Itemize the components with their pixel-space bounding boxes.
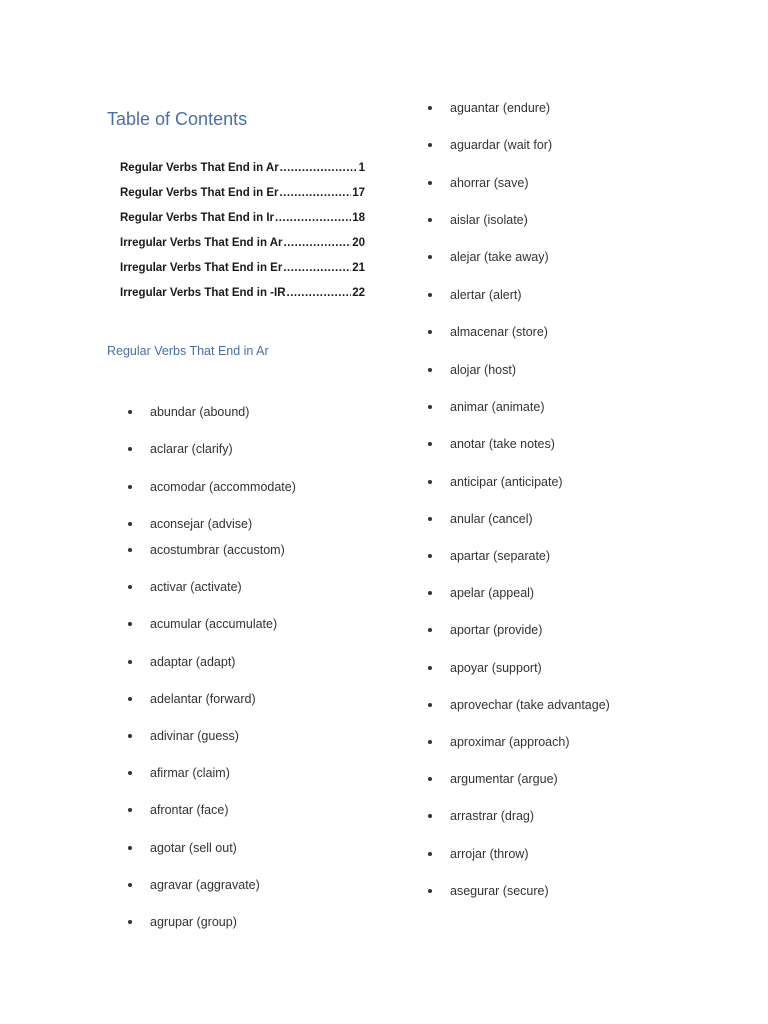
toc-entry-text: Irregular Verbs That End in -IR xyxy=(120,287,286,299)
list-item-text: argumentar (argue) xyxy=(450,772,558,786)
bullet-icon xyxy=(128,920,132,924)
list-item-text: ahorrar (save) xyxy=(450,176,529,190)
list-item-text: activar (activate) xyxy=(150,580,242,594)
bullet-icon xyxy=(428,405,432,409)
bullet-icon xyxy=(428,740,432,744)
bullet-icon xyxy=(128,622,132,626)
bullet-icon xyxy=(428,777,432,781)
bullet-icon xyxy=(428,442,432,446)
list-item-text: agotar (sell out) xyxy=(150,841,237,855)
toc-entry-page: 1 xyxy=(358,162,365,174)
toc-dot-leader xyxy=(275,212,351,224)
bullet-icon xyxy=(428,181,432,185)
bullet-icon xyxy=(428,554,432,558)
list-item-text: anticipar (anticipate) xyxy=(450,475,563,489)
list-item-text: agravar (aggravate) xyxy=(150,878,260,892)
toc-dot-leader xyxy=(280,162,358,174)
toc-entry-text: Regular Verbs That End in Ar xyxy=(120,162,279,174)
bullet-icon xyxy=(128,548,132,552)
list-item-text: apelar (appeal) xyxy=(450,586,535,600)
list-item-text: anotar (take notes) xyxy=(450,437,555,451)
bullet-icon xyxy=(128,522,132,526)
toc-entry-text: Regular Verbs That End in Ir xyxy=(120,212,275,224)
bullet-icon xyxy=(428,255,432,259)
toc-entry-page: 22 xyxy=(352,287,365,299)
bullet-icon xyxy=(128,734,132,738)
bullet-icon xyxy=(428,889,432,893)
list-item-text: aguantar (endure) xyxy=(450,101,551,115)
list-item-text: aportar (provide) xyxy=(450,623,543,637)
toc-entry-page: 20 xyxy=(352,237,365,249)
list-item-text: acumular (accumulate) xyxy=(150,617,278,631)
toc-list xyxy=(120,162,365,312)
bullet-icon xyxy=(128,808,132,812)
list-item-text: alojar (host) xyxy=(450,363,516,377)
bullet-icon xyxy=(428,106,432,110)
bullet-icon xyxy=(128,410,132,414)
list-item-text: almacenar (store) xyxy=(450,325,548,339)
toc-entry-page: 17 xyxy=(352,187,365,199)
list-item-text: abundar (abound) xyxy=(150,405,250,419)
toc-entry[interactable] xyxy=(120,262,365,287)
bullet-icon xyxy=(428,852,432,856)
bullet-icon xyxy=(428,218,432,222)
list-item-text: agrupar (group) xyxy=(150,915,237,929)
list-item-text: alertar (alert) xyxy=(450,288,522,302)
toc-entry[interactable] xyxy=(120,237,365,262)
bullet-icon xyxy=(128,883,132,887)
list-item-text: adivinar (guess) xyxy=(150,729,239,743)
bullet-icon xyxy=(428,480,432,484)
bullet-icon xyxy=(128,771,132,775)
toc-entry[interactable] xyxy=(120,162,365,187)
toc-entry-text: Regular Verbs That End in Er xyxy=(120,187,279,199)
toc-dot-leader xyxy=(283,262,351,274)
toc-entry[interactable] xyxy=(120,212,365,237)
list-item-text: arrastrar (drag) xyxy=(450,809,535,823)
list-item-text: aguardar (wait for) xyxy=(450,138,553,152)
bullet-icon xyxy=(128,485,132,489)
list-item-text: aislar (isolate) xyxy=(450,213,528,227)
bullet-icon xyxy=(428,143,432,147)
toc-dot-leader xyxy=(284,237,352,249)
bullet-icon xyxy=(428,814,432,818)
bullet-icon xyxy=(428,293,432,297)
toc-dot-leader xyxy=(279,187,351,199)
list-item-text: acostumbrar (accustom) xyxy=(150,543,285,557)
toc-entry[interactable] xyxy=(120,187,365,212)
bullet-icon xyxy=(428,330,432,334)
toc-entry-text: Irregular Verbs That End in Ar xyxy=(120,237,283,249)
list-item-text: aproximar (approach) xyxy=(450,735,570,749)
list-item-text: acomodar (accommodate) xyxy=(150,480,296,494)
toc-entry-text: Irregular Verbs That End in Er xyxy=(120,262,283,274)
list-item-text: aprovechar (take advantage) xyxy=(450,698,610,712)
toc-entry-page: 21 xyxy=(352,262,365,274)
list-item-text: asegurar (secure) xyxy=(450,884,549,898)
list-item-text: anular (cancel) xyxy=(450,512,533,526)
bullet-icon xyxy=(428,368,432,372)
bullet-icon xyxy=(128,697,132,701)
bullet-icon xyxy=(128,660,132,664)
list-item-text: apoyar (support) xyxy=(450,661,542,675)
list-item-text: afrontar (face) xyxy=(150,803,229,817)
list-item-text: alejar (take away) xyxy=(450,250,549,264)
list-item-text: adaptar (adapt) xyxy=(150,655,236,669)
list-item-text: aconsejar (advise) xyxy=(150,517,253,531)
toc-entry-page: 18 xyxy=(352,212,365,224)
bullet-icon xyxy=(428,591,432,595)
list-item-text: apartar (separate) xyxy=(450,549,551,563)
list-item-text: afirmar (claim) xyxy=(150,766,230,780)
list-item-text: adelantar (forward) xyxy=(150,692,256,706)
list-item-text: arrojar (throw) xyxy=(450,847,529,861)
list-item-text: animar (animate) xyxy=(450,400,545,414)
toc-dot-leader xyxy=(287,287,352,299)
bullet-icon xyxy=(128,447,132,451)
bullet-icon xyxy=(128,585,132,589)
bullet-icon xyxy=(428,666,432,670)
toc-entry[interactable] xyxy=(120,287,365,312)
bullet-icon xyxy=(428,517,432,521)
section-heading: Regular Verbs That End in Ar xyxy=(107,344,269,358)
list-item-text: aclarar (clarify) xyxy=(150,442,233,456)
toc-title: Table of Contents xyxy=(107,109,248,129)
bullet-icon xyxy=(428,628,432,632)
bullet-icon xyxy=(128,846,132,850)
bullet-icon xyxy=(428,703,432,707)
